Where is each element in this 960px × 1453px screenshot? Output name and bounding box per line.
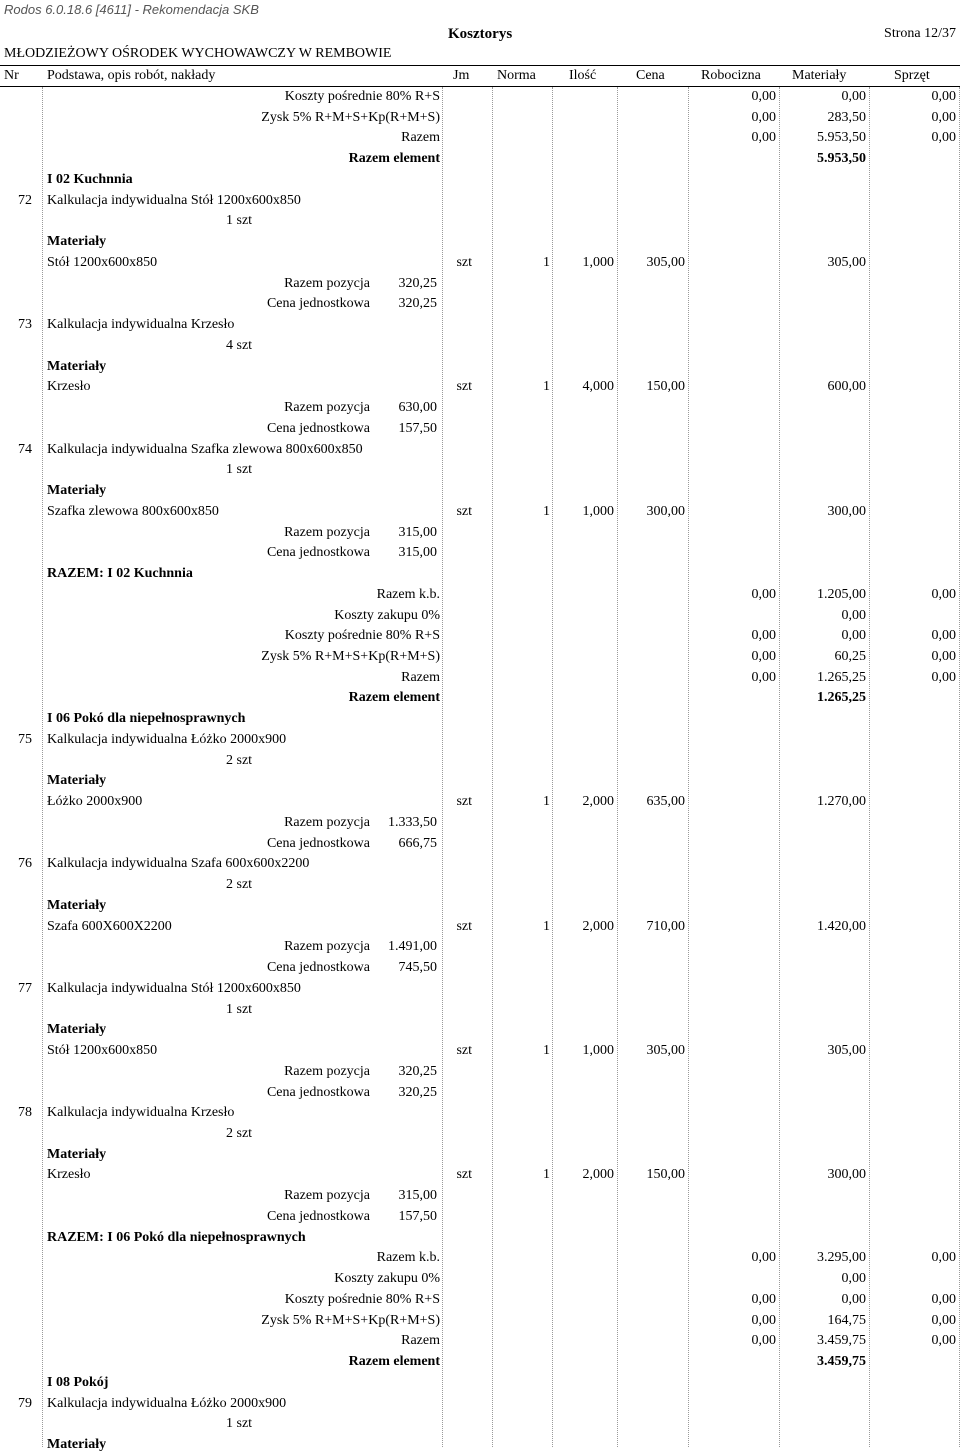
col-divider: [688, 87, 689, 1447]
subtotal-label: Cena jednostkowa: [266, 836, 370, 851]
material-norm: 1: [543, 919, 550, 934]
position-description: Kalkulacja indywidualna Szafa 600x600x2200: [47, 856, 310, 871]
summary-sprzet: 0,00: [931, 587, 956, 602]
position-description: Kalkulacja indywidualna Stół 1200x600x850: [47, 193, 301, 208]
subtotal-value: 315,00: [398, 525, 437, 540]
material-price: 635,00: [646, 794, 685, 809]
col-divider: [779, 87, 780, 1447]
position-description: Kalkulacja indywidualna Krzesło: [47, 1105, 235, 1120]
subtotal-value: 315,00: [398, 1188, 437, 1203]
material-quantity: 4,000: [582, 379, 614, 394]
subtotal-label: Razem pozycja: [284, 1064, 370, 1079]
col-divider: [552, 87, 553, 1447]
summary-robocizna: 0,00: [751, 130, 776, 145]
position-number: 77: [18, 981, 32, 996]
subtotal-value: 630,00: [398, 400, 437, 415]
element-total-value: 1.265,25: [817, 690, 866, 705]
col-divider: [492, 87, 493, 1447]
summary-label: Razem k.b.: [376, 1250, 440, 1265]
col-robocizna: Robocizna: [701, 68, 761, 83]
material-norm: 1: [543, 504, 550, 519]
section-heading: I 06 Pokó dla niepełnosprawnych: [47, 711, 246, 726]
material-value: 300,00: [827, 1167, 866, 1182]
header-top-rule: [0, 65, 960, 66]
material-value: 300,00: [827, 504, 866, 519]
col-divider: [617, 87, 618, 1447]
summary-materialy: 1.265,25: [817, 670, 866, 685]
material-unit: szt: [456, 379, 472, 394]
materials-heading: Materiały: [47, 773, 107, 788]
material-quantity: 1,000: [582, 1043, 614, 1058]
summary-materialy: 0,00: [841, 1271, 866, 1286]
material-price: 710,00: [646, 919, 685, 934]
element-total-label: Razem element: [348, 1354, 440, 1369]
material-norm: 1: [543, 379, 550, 394]
summary-label: Razem: [401, 1333, 440, 1348]
subtotal-label: Cena jednostkowa: [266, 421, 370, 436]
summary-label: Razem: [401, 670, 440, 685]
subtotal-label: Cena jednostkowa: [266, 1209, 370, 1224]
subtotal-label: Cena jednostkowa: [266, 545, 370, 560]
position-number: 79: [18, 1396, 32, 1411]
material-quantity: 2,000: [582, 919, 614, 934]
subtotal-value: 320,25: [398, 1064, 437, 1079]
summary-sprzet: 0,00: [931, 649, 956, 664]
position-description: Kalkulacja indywidualna Łóżko 2000x900: [47, 1396, 287, 1411]
group-total-heading: RAZEM: I 02 Kuchnnia: [47, 566, 193, 581]
position-quantity: 2 szt: [226, 753, 253, 768]
summary-label: Zysk 5% R+M+S+Kp(R+M+S): [261, 1313, 440, 1328]
summary-robocizna: 0,00: [751, 89, 776, 104]
position-number: 72: [18, 193, 32, 208]
header-bottom-rule: [0, 86, 960, 87]
materials-heading: Materiały: [47, 1147, 107, 1162]
material-unit: szt: [456, 919, 472, 934]
subtotal-label: Razem pozycja: [284, 1188, 370, 1203]
material-price: 300,00: [646, 504, 685, 519]
subtotal-label: Razem pozycja: [284, 525, 370, 540]
element-total-label: Razem element: [348, 151, 440, 166]
col-divider: [42, 87, 43, 1447]
subtotal-value: 1.491,00: [388, 939, 437, 954]
material-value: 1.270,00: [817, 794, 866, 809]
summary-robocizna: 0,00: [751, 649, 776, 664]
position-quantity: 1 szt: [226, 1416, 253, 1431]
materials-heading: Materiały: [47, 359, 107, 374]
summary-materialy: 0,00: [841, 89, 866, 104]
summary-sprzet: 0,00: [931, 670, 956, 685]
summary-robocizna: 0,00: [751, 1292, 776, 1307]
summary-label: Razem: [401, 130, 440, 145]
material-price: 305,00: [646, 1043, 685, 1058]
material-unit: szt: [456, 504, 472, 519]
summary-label: Koszty zakupu 0%: [334, 1271, 440, 1286]
summary-materialy: 283,50: [827, 110, 866, 125]
position-description: Kalkulacja indywidualna Stół 1200x600x850: [47, 981, 301, 996]
subtotal-label: Razem pozycja: [284, 815, 370, 830]
material-value: 305,00: [827, 1043, 866, 1058]
material-price: 150,00: [646, 379, 685, 394]
group-total-heading: RAZEM: I 06 Pokó dla niepełnosprawnych: [47, 1230, 306, 1245]
subtotal-value: 315,00: [398, 545, 437, 560]
material-value: 1.420,00: [817, 919, 866, 934]
material-quantity: 1,000: [582, 255, 614, 270]
material-price: 150,00: [646, 1167, 685, 1182]
col-jm: Jm: [453, 68, 470, 83]
material-unit: szt: [456, 1043, 472, 1058]
element-total-value: 3.459,75: [817, 1354, 866, 1369]
summary-robocizna: 0,00: [751, 587, 776, 602]
col-sprzet: Sprzęt: [894, 68, 930, 83]
subtotal-value: 320,25: [398, 1085, 437, 1100]
summary-label: Koszty pośrednie 80% R+S: [284, 1292, 440, 1307]
position-quantity: 4 szt: [226, 338, 253, 353]
material-name: Stół 1200x600x850: [47, 1043, 158, 1058]
subtotal-value: 1.333,50: [388, 815, 437, 830]
subtotal-label: Razem pozycja: [284, 939, 370, 954]
col-divider: [442, 87, 443, 1447]
col-norma: Norma: [497, 68, 536, 83]
summary-robocizna: 0,00: [751, 670, 776, 685]
subtotal-value: 157,50: [398, 421, 437, 436]
summary-label: Koszty pośrednie 80% R+S: [284, 89, 440, 104]
summary-materialy: 0,00: [841, 628, 866, 643]
subtotal-value: 745,50: [398, 960, 437, 975]
doc-title: Kosztorys: [448, 26, 513, 42]
summary-materialy: 0,00: [841, 608, 866, 623]
summary-label: Razem k.b.: [376, 587, 440, 602]
summary-robocizna: 0,00: [751, 1250, 776, 1265]
subtotal-label: Razem pozycja: [284, 400, 370, 415]
subtotal-value: 320,25: [398, 276, 437, 291]
material-unit: szt: [456, 255, 472, 270]
section-heading: I 08 Pokój: [47, 1375, 109, 1390]
material-norm: 1: [543, 1043, 550, 1058]
col-divider: [869, 87, 870, 1447]
summary-robocizna: 0,00: [751, 628, 776, 643]
subtotal-label: Cena jednostkowa: [266, 1085, 370, 1100]
material-quantity: 2,000: [582, 794, 614, 809]
position-number: 78: [18, 1105, 32, 1120]
summary-sprzet: 0,00: [931, 110, 956, 125]
position-description: Kalkulacja indywidualna Krzesło: [47, 317, 235, 332]
materials-heading: Materiały: [47, 1022, 107, 1037]
materials-heading: Materiały: [47, 483, 107, 498]
summary-label: Zysk 5% R+M+S+Kp(R+M+S): [261, 110, 440, 125]
subtotal-label: Cena jednostkowa: [266, 960, 370, 975]
materials-heading: Materiały: [47, 234, 107, 249]
materials-heading: Materiały: [47, 1437, 107, 1452]
subtotal-value: 157,50: [398, 1209, 437, 1224]
position-quantity: 1 szt: [226, 462, 253, 477]
summary-materialy: 3.295,00: [817, 1250, 866, 1265]
summary-sprzet: 0,00: [931, 1250, 956, 1265]
material-name: Krzesło: [47, 1167, 91, 1182]
material-norm: 1: [543, 255, 550, 270]
position-quantity: 2 szt: [226, 877, 253, 892]
position-number: 73: [18, 317, 32, 332]
summary-robocizna: 0,00: [751, 1313, 776, 1328]
material-value: 600,00: [827, 379, 866, 394]
position-number: 75: [18, 732, 32, 747]
position-quantity: 2 szt: [226, 1126, 253, 1141]
col-nr: Nr: [4, 68, 19, 83]
subtotal-value: 320,25: [398, 296, 437, 311]
summary-label: Zysk 5% R+M+S+Kp(R+M+S): [261, 649, 440, 664]
position-description: Kalkulacja indywidualna Łóżko 2000x900: [47, 732, 287, 747]
materials-heading: Materiały: [47, 898, 107, 913]
material-quantity: 2,000: [582, 1167, 614, 1182]
position-quantity: 1 szt: [226, 213, 253, 228]
material-name: Łóżko 2000x900: [47, 794, 143, 809]
institution-name: MŁODZIEŻOWY OŚRODEK WYCHOWAWCZY W REMBOWIE: [4, 46, 392, 61]
summary-materialy: 1.205,00: [817, 587, 866, 602]
material-unit: szt: [456, 794, 472, 809]
col-description: Podstawa, opis robót, nakłady: [47, 68, 216, 83]
summary-sprzet: 0,00: [931, 1313, 956, 1328]
material-name: Krzesło: [47, 379, 91, 394]
subtotal-value: 666,75: [398, 836, 437, 851]
material-name: Szafa 600X600X2200: [47, 919, 172, 934]
subtotal-label: Cena jednostkowa: [266, 296, 370, 311]
col-ilosc: Ilość: [569, 68, 597, 83]
material-quantity: 1,000: [582, 504, 614, 519]
position-quantity: 1 szt: [226, 1002, 253, 1017]
material-name: Stół 1200x600x850: [47, 255, 158, 270]
element-total-value: 5.953,50: [817, 151, 866, 166]
position-description: Kalkulacja indywidualna Szafka zlewowa 800x600x850: [47, 442, 363, 457]
summary-materialy: 164,75: [827, 1313, 866, 1328]
material-price: 305,00: [646, 255, 685, 270]
col-materialy: Materiały: [792, 68, 847, 83]
material-norm: 1: [543, 1167, 550, 1182]
summary-sprzet: 0,00: [931, 628, 956, 643]
summary-label: Koszty pośrednie 80% R+S: [284, 628, 440, 643]
summary-materialy: 5.953,50: [817, 130, 866, 145]
col-cena: Cena: [636, 68, 665, 83]
material-name: Szafka zlewowa 800x600x850: [47, 504, 219, 519]
summary-label: Koszty zakupu 0%: [334, 608, 440, 623]
summary-sprzet: 0,00: [931, 1333, 956, 1348]
material-value: 305,00: [827, 255, 866, 270]
summary-materialy: 3.459,75: [817, 1333, 866, 1348]
material-norm: 1: [543, 794, 550, 809]
summary-robocizna: 0,00: [751, 1333, 776, 1348]
position-number: 76: [18, 856, 32, 871]
page-number: Strona 12/37: [884, 26, 956, 41]
summary-materialy: 0,00: [841, 1292, 866, 1307]
subtotal-label: Razem pozycja: [284, 276, 370, 291]
app-title: Rodos 6.0.18.6 [4611] - Rekomendacja SKB: [4, 2, 259, 17]
summary-sprzet: 0,00: [931, 130, 956, 145]
summary-sprzet: 0,00: [931, 1292, 956, 1307]
position-number: 74: [18, 442, 32, 457]
summary-sprzet: 0,00: [931, 89, 956, 104]
summary-materialy: 60,25: [834, 649, 866, 664]
section-heading: I 02 Kuchnnia: [47, 172, 133, 187]
element-total-label: Razem element: [348, 690, 440, 705]
summary-robocizna: 0,00: [751, 110, 776, 125]
material-unit: szt: [456, 1167, 472, 1182]
